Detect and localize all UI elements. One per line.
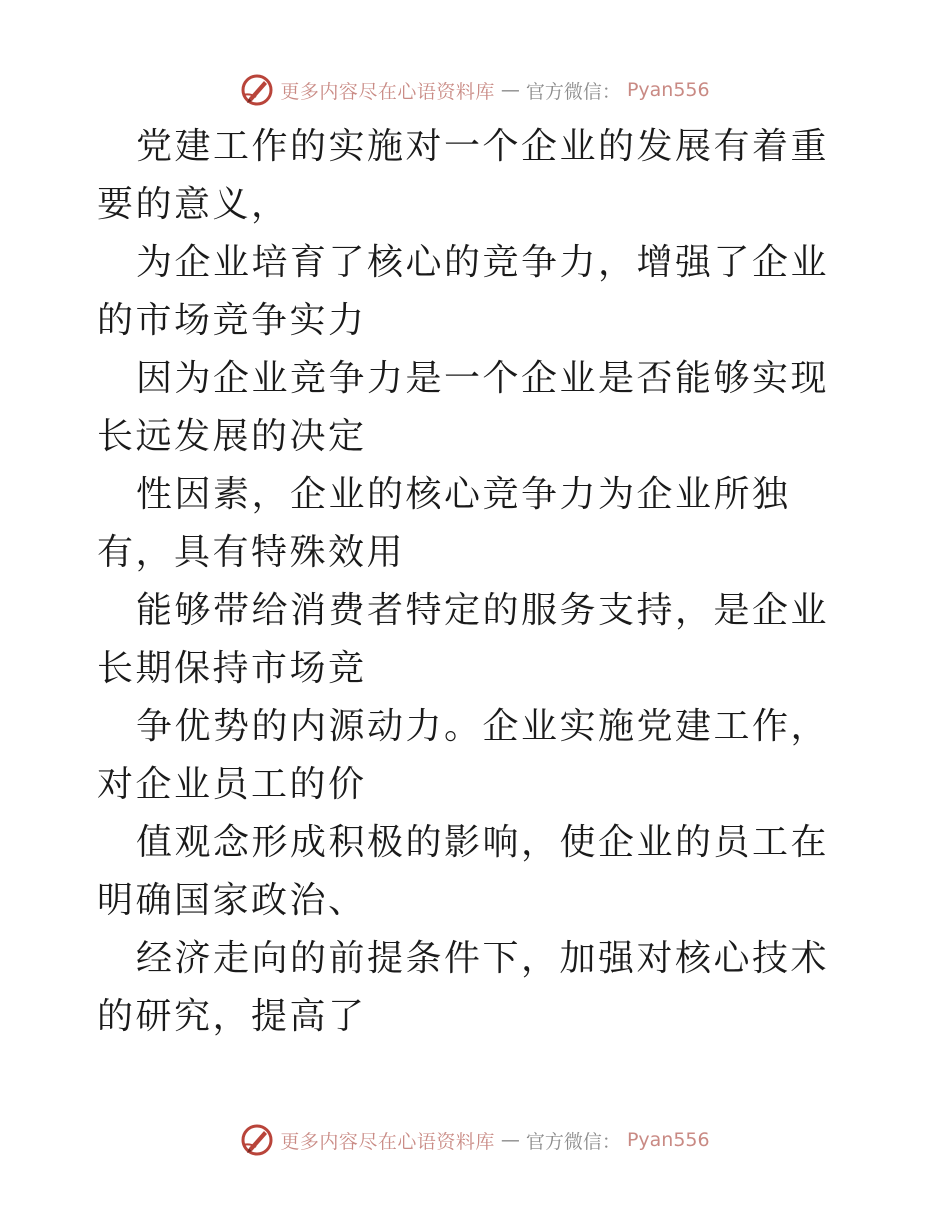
paragraph: 因为企业竞争力是一个企业是否能够实现长远发展的决定: [97, 358, 830, 457]
paragraph: 能够带给消费者特定的服务支持，是企业长期保持市场竞: [97, 590, 830, 689]
header-dash: —: [500, 79, 520, 101]
paragraph: 性因素，企业的核心竞争力为企业所独有，具有特殊效用: [97, 474, 791, 573]
header-official-label: 官方微信：: [525, 80, 621, 103]
footer-brand-text: 更多内容尽在心语资料库: [280, 1130, 495, 1153]
footer-official-label: 官方微信：: [525, 1130, 621, 1153]
page-header: [0, 70, 950, 110]
paragraph: 争优势的内源动力。企业实施党建工作，对企业员工的价: [97, 706, 830, 805]
paragraph: 为企业培育了核心的竞争力，增强了企业的市场竞争实力: [97, 242, 830, 341]
paragraph: 党建工作的实施对一个企业的发展有着重要的意义，: [97, 126, 830, 225]
header-brand: [240, 73, 709, 107]
page-footer: [0, 1120, 950, 1160]
document-body: [97, 118, 857, 1046]
header-wechat-id: Pyan556: [626, 79, 710, 101]
paragraph: 经济走向的前提条件下，加强对核心技术的研究，提高了: [97, 938, 830, 1037]
footer-dash: —: [500, 1129, 520, 1151]
footer-wechat-id: Pyan556: [626, 1129, 710, 1151]
pen-circle-logo-icon: [240, 1123, 274, 1157]
paragraph: 值观念形成积极的影响，使企业的员工在明确国家政治、: [97, 822, 830, 921]
pen-circle-logo-icon: [240, 73, 274, 107]
footer-brand: [240, 1123, 709, 1157]
header-brand-text: 更多内容尽在心语资料库: [280, 80, 495, 103]
